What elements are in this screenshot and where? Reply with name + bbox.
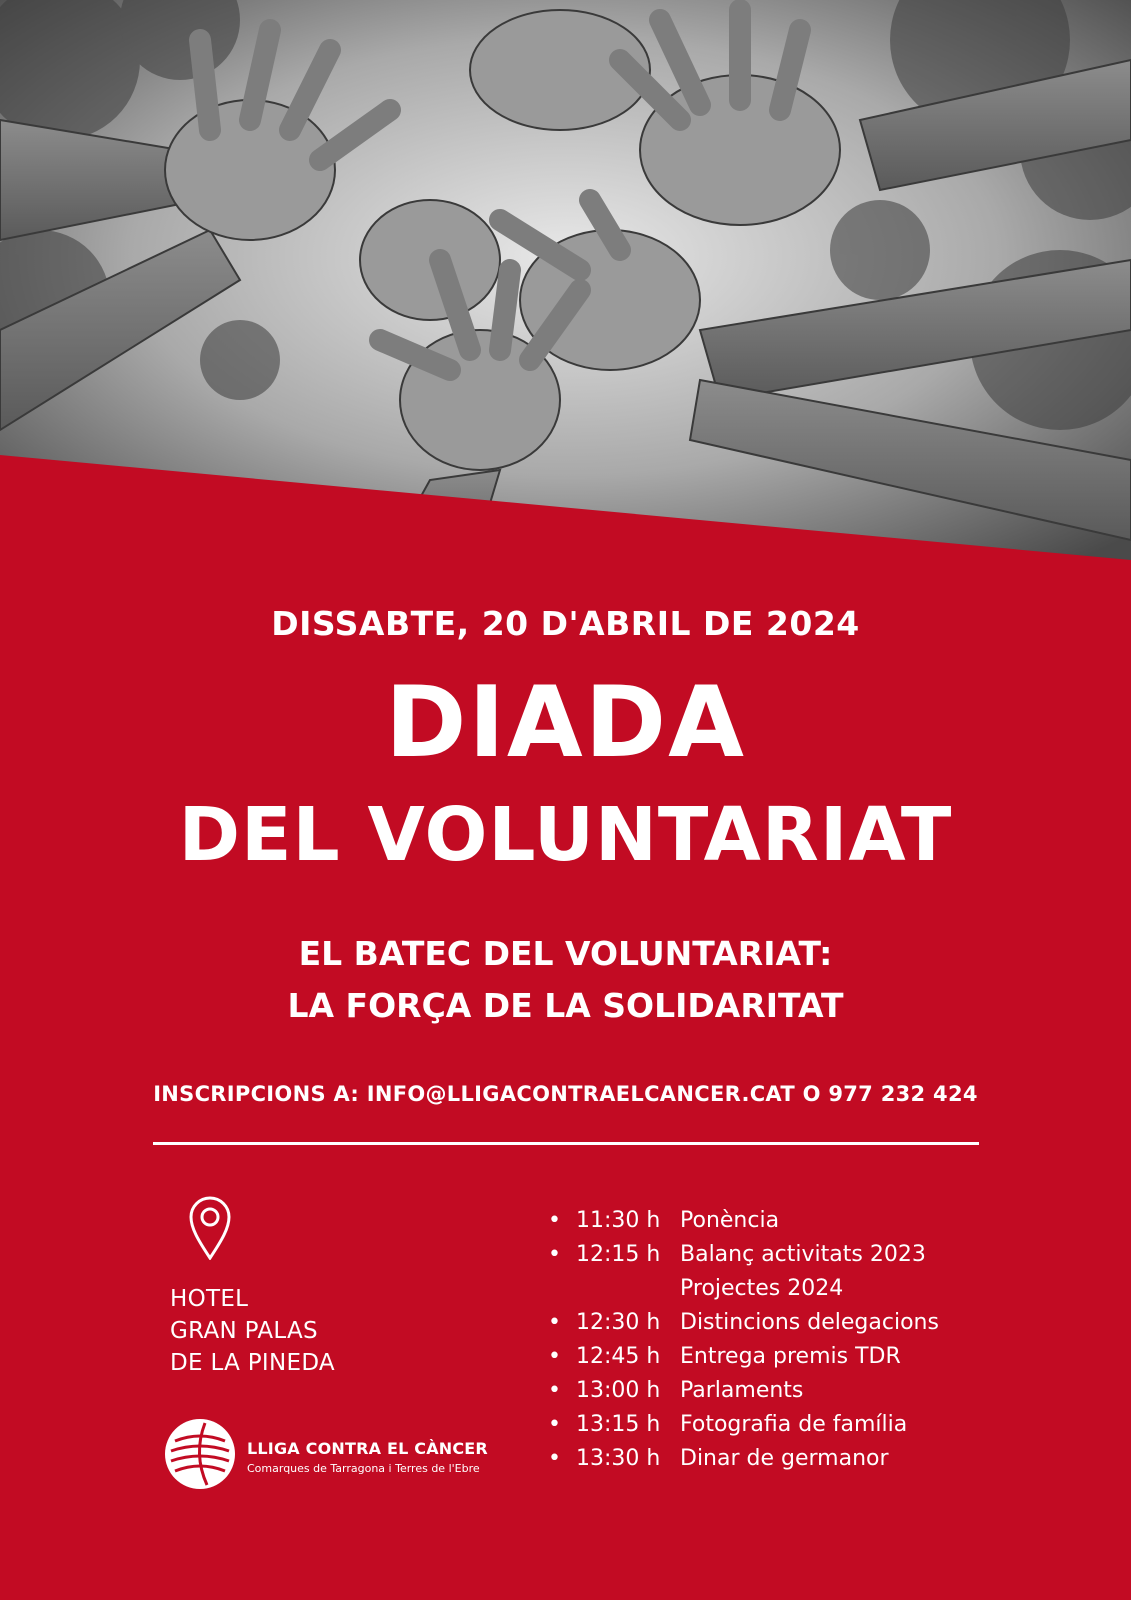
- schedule-item: [548, 1340, 1108, 1374]
- schedule-label: Ponència: [680, 1208, 780, 1233]
- event-date: DISSABTE, 20 D'ABRIL DE 2024: [271, 604, 860, 643]
- schedule-label: Fotografia de família: [680, 1412, 908, 1437]
- schedule-item: [548, 1408, 1108, 1442]
- organization-logo: [163, 1417, 493, 1493]
- schedule-time: 12:15 h: [576, 1242, 661, 1267]
- schedule-list: [548, 1204, 1108, 1476]
- schedule-time: 13:15 h: [576, 1412, 661, 1437]
- logo-emblem-icon: [163, 1417, 237, 1491]
- schedule-item: [548, 1442, 1108, 1476]
- schedule-label: Projectes 2024: [680, 1276, 844, 1301]
- schedule-item-continuation: [548, 1272, 1108, 1306]
- bullet-icon: •: [548, 1446, 561, 1471]
- bullet-icon: •: [548, 1310, 561, 1335]
- venue-line: DE LA PINEDA: [170, 1350, 335, 1376]
- venue: [170, 1283, 335, 1379]
- schedule-time: 11:30 h: [576, 1208, 661, 1233]
- schedule-item: [548, 1306, 1108, 1340]
- logo-name: LLIGA CONTRA EL CÀNCER: [247, 1439, 488, 1458]
- schedule-label: Balanç activitats 2023: [680, 1242, 926, 1267]
- venue-line: HOTEL: [170, 1286, 249, 1312]
- bullet-icon: •: [548, 1378, 561, 1403]
- contact-info: INSCRIPCIONS A: INFO@LLIGACONTRAELCANCER.CAT O 977 232 424: [153, 1082, 978, 1106]
- schedule-label: Entrega premis TDR: [680, 1344, 901, 1369]
- schedule-item: [548, 1374, 1108, 1408]
- subtitle: [0, 928, 1131, 1032]
- schedule-item: [548, 1204, 1108, 1238]
- schedule-label: Distincions delegacions: [680, 1310, 939, 1335]
- bullet-icon: •: [548, 1242, 561, 1267]
- divider: [153, 1142, 979, 1145]
- schedule-time: 12:45 h: [576, 1344, 661, 1369]
- subtitle-line-2: LA FORÇA DE LA SOLIDARITAT: [287, 986, 844, 1025]
- venue-line: GRAN PALAS: [170, 1318, 318, 1344]
- bullet-icon: •: [548, 1412, 561, 1437]
- schedule-label: Dinar de germanor: [680, 1446, 889, 1471]
- logo-tagline: Comarques de Tarragona i Terres de l'Ebre: [247, 1462, 480, 1475]
- bullet-icon: •: [548, 1208, 561, 1233]
- schedule-time: 12:30 h: [576, 1310, 661, 1335]
- schedule-time: 13:00 h: [576, 1378, 661, 1403]
- title-line-1: DIADA: [385, 666, 746, 780]
- schedule-time: 13:30 h: [576, 1446, 661, 1471]
- schedule-item: [548, 1238, 1108, 1272]
- subtitle-line-1: EL BATEC DEL VOLUNTARIAT:: [298, 934, 833, 973]
- bullet-icon: •: [548, 1344, 561, 1369]
- schedule-label: Parlaments: [680, 1378, 804, 1403]
- title-line-2: DEL VOLUNTARIAT: [178, 792, 953, 878]
- hero-photo: [0, 0, 1131, 570]
- location-pin-icon: [188, 1196, 232, 1260]
